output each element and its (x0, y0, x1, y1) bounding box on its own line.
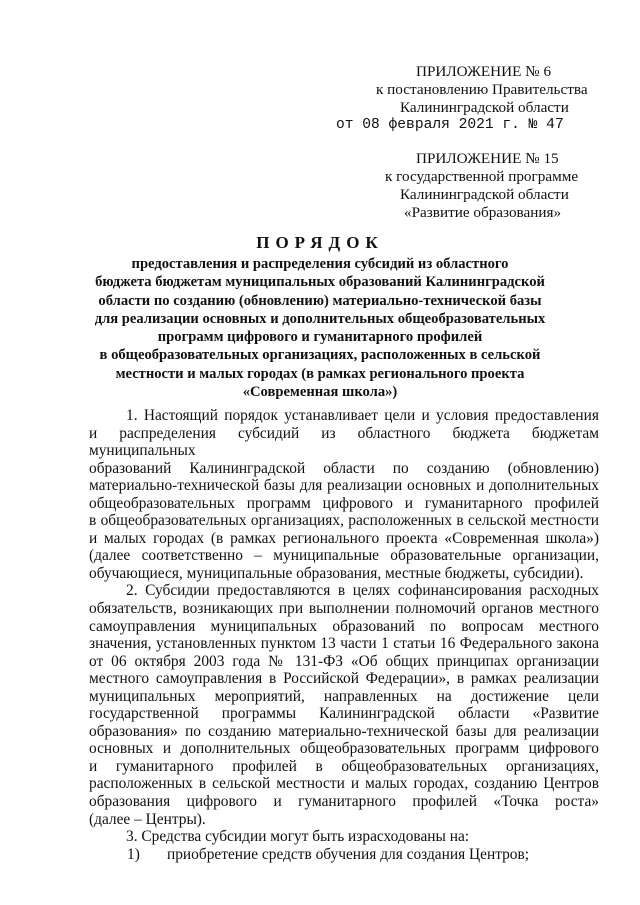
paragraph-line: материально-технической базы для реализации основных и дополнительных (89, 477, 599, 495)
paragraph-line: в общеобразовательных организациях, расположенных в сельской местности (89, 512, 599, 530)
document-subtitle (70, 255, 570, 401)
program-region-line: Калининградской области (400, 186, 569, 203)
appendix-number: ПРИЛОЖЕНИЕ № 6 (416, 63, 552, 80)
paragraph-line: общеобразовательных программ цифрового и гуманитарного профилей (89, 494, 599, 512)
paragraph-3: 3. Средства субсидии могут быть израсходованы на: (126, 828, 470, 846)
subtitle-line: местности и малых городах (в рамках регионального проекта (115, 365, 525, 382)
document-title: ПОРЯДОК (256, 233, 384, 252)
subtitle-line: программ цифрового и гуманитарного профилей (157, 329, 483, 346)
subtitle-line: для реализации основных и дополнительных общеобразовательных (94, 310, 546, 327)
paragraph-line: расположенных в сельской местности и малых городах, созданию Центров (89, 775, 599, 793)
subtitle-line: «Современная школа») (242, 384, 398, 401)
list-item-number: 1) (127, 845, 140, 863)
appendix-region-line: Калининградской области (400, 99, 569, 116)
paragraph-line: и малых городах (в рамках регионального проекта «Современная школа») (89, 529, 599, 547)
paragraph-line: 2. Субсидии предоставляются в целях софинансирования расходных (126, 582, 599, 600)
decree-date-line: от 08 февраля 2021 г. № 47 (336, 117, 564, 133)
paragraph-line: обязательств, возникающих при выполнении полномочий органов местного (89, 600, 599, 618)
subtitle-line: предоставления и распределения субсидий из областного (131, 256, 509, 272)
program-ref-line: к государственной программе (385, 168, 579, 185)
paragraph-line: образования цифрового и гуманитарного профилей «Точка роста» (89, 793, 599, 811)
program-appendix-number: ПРИЛОЖЕНИЕ № 15 (416, 150, 559, 167)
appendix-ref-line: к постановлению Правительства (376, 81, 588, 98)
paragraph-line: обучающиеся, муниципальные образования, местные бюджеты, субсидии). (89, 564, 584, 582)
paragraph-line: образования» по созданию материально-технической базы для реализации (89, 722, 599, 740)
paragraph-1 (89, 407, 599, 582)
paragraph-line: и гуманитарного профилей в общеобразовательных организациях, (89, 757, 599, 775)
subtitle-line: бюджета бюджетам муниципальных образований Калининградской (95, 274, 545, 291)
paragraph-line: государственной программы Калининградской области «Развитие (89, 705, 599, 723)
list-item-text: приобретение средств обучения для создания Центров; (167, 845, 530, 863)
program-name-line: «Развитие образования» (404, 204, 562, 221)
paragraph-line: самоуправления муниципальных образований по вопросам местного (89, 617, 599, 635)
paragraph-line: (далее – Центры). (89, 810, 206, 828)
paragraph-line: образований Калининградской области по созданию (обновлению) (89, 459, 599, 477)
paragraph-line: от 06 октября 2003 года № 131-ФЗ «Об общих принципах организации (89, 652, 599, 670)
paragraph-line: значения, установленных пунктом 13 части 1 статьи 16 Федерального закона (89, 635, 599, 653)
subtitle-line: области по созданию (обновлению) материально-технической базы (98, 292, 542, 309)
paragraph-line: (далее соответственно – муниципальные образовательные организации, (89, 547, 599, 565)
paragraph-line: основных и дополнительных общеобразовательных программ цифрового (89, 740, 599, 758)
paragraph-line: муниципальных мероприятий, направленных на достижение цели (89, 687, 599, 705)
paragraph-line: местного самоуправления в Российской Федерации», в рамках реализации (89, 670, 599, 688)
document-body (89, 407, 599, 863)
list-item (89, 846, 599, 864)
paragraph-2 (89, 582, 599, 828)
paragraph-line: 1. Настоящий порядок устанавливает цели и условия предоставления (126, 407, 599, 424)
paragraph-line: и распределения субсидий из областного бюджета бюджетам муниципальных (89, 424, 599, 460)
subtitle-line: в общеобразовательных организациях, расположенных в сельской (99, 347, 541, 364)
